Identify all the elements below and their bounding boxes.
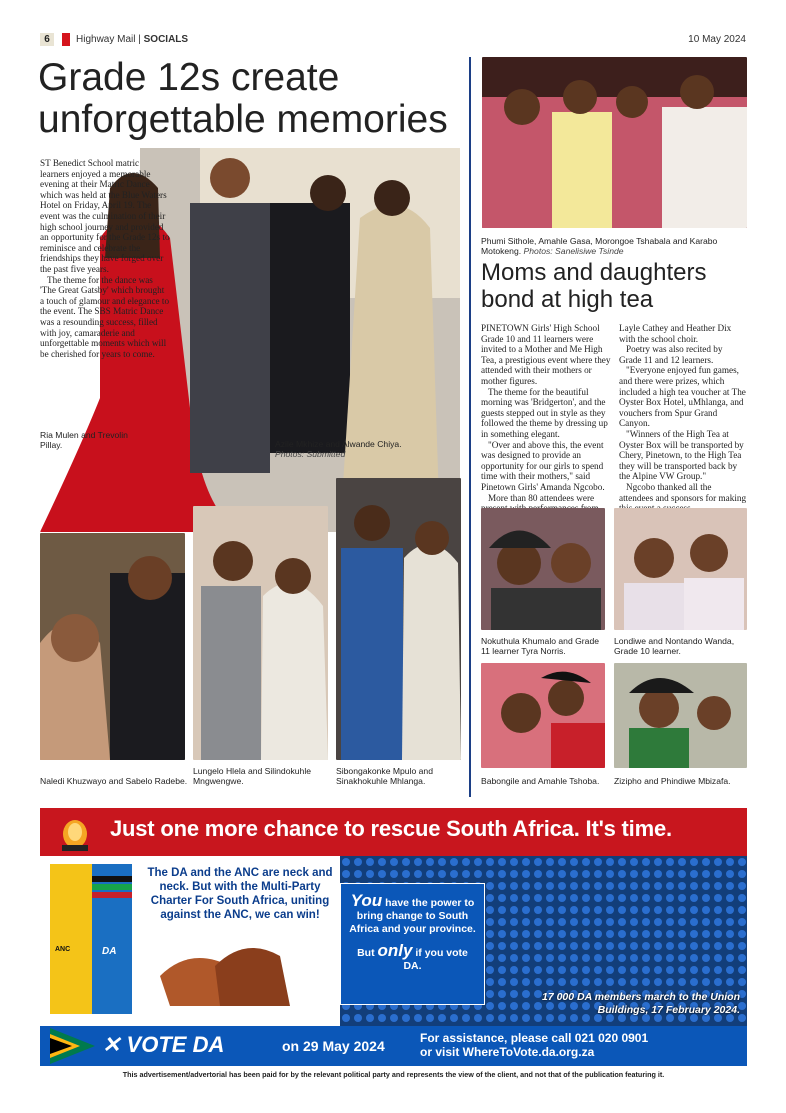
article1-paragraph: The theme for the dance was 'The Great Gatsby' which brought a touch of glamour and elegance to the event. The SBS Matric Dance was a resounding success, filled with joy, camaraderie and unforgettable moments which will be cherished for years to come.	[40, 274, 170, 359]
only-emphasis: only	[377, 941, 413, 960]
photo-londiwe-nontando	[614, 508, 747, 630]
article1-headline: Grade 12s create unforgettable memories	[38, 56, 448, 141]
vote-da-text: ✕ VOTE DA	[102, 1032, 225, 1057]
caption-naledi-sabelo: Naledi Khuzwayo and Sabelo Radebe.	[40, 776, 188, 786]
ad-box-line1	[347, 891, 478, 936]
caption-nokuthula-tyra: Nokuthula Khumalo and Grade 11 learner Tyra Norris.	[481, 636, 600, 657]
section-label: SOCIALS	[143, 34, 189, 45]
assistance-info	[420, 1031, 740, 1059]
caption-text: Phumi Sithole, Amahle Gasa, Morongoe Tshabala and Karabo Motokeng.	[481, 236, 718, 257]
caption-text: Azile Mkhize and Alwande Chiya.	[275, 439, 402, 449]
caption-azile-alwande	[275, 439, 455, 460]
da-advertisement	[40, 808, 747, 1066]
article2-paragraph: Poetry was also recited by Grade 11 and 12 learners.	[619, 344, 723, 365]
issue-date: 10 May 2024	[688, 34, 746, 45]
header-accent-bar	[62, 33, 70, 46]
ad-banner-headline: Just one more chance to rescue South Africa. It's time.	[110, 816, 672, 841]
caption-high-tea-group	[481, 236, 746, 257]
election-date: on 29 May 2024	[282, 1038, 385, 1054]
assistance-phone: For assistance, please call 021 020 0901	[420, 1031, 649, 1045]
siren-icon	[58, 814, 92, 852]
vote-word: VOTE	[126, 1032, 187, 1057]
publication-name: Highway Mail | SOCIALS	[76, 34, 189, 45]
ad-disclaimer: This advertisement/advertorial has been paid for by the relevant political party and represents the view of the client, and not that of the publication featuring it.	[122, 1070, 665, 1079]
caption-sibongakonke-sinakhokuhle: Sibongakonke Mpulo and Sinakhokuhle Mhlanga.	[336, 766, 433, 787]
sa-flag-icon	[50, 1028, 95, 1064]
anc-box-label: ANC	[55, 946, 71, 953]
caption-londiwe-nontando: Londiwe and Nontando Wanda, Grade 10 learner.	[614, 636, 735, 657]
photo-credit: Photos: Submitted	[275, 449, 346, 460]
ad-photo-caption: 17 000 DA members march to the Union Buildings, 17 February 2024.	[541, 991, 740, 1016]
article2-paragraph: Layle Cathey and Heather Dix with the school choir.	[619, 323, 732, 344]
photo-zizipho-phindiwe	[614, 663, 747, 768]
article2-paragraph: PINETOWN Girls' High School Grade 10 and 11 learners were invited to a Mother and Me High Tea, a prestigious event where they attended with their mothers or mother figures.	[481, 323, 611, 386]
da-logo: DA	[192, 1032, 225, 1057]
ad-message: The DA and the ANC are neck and neck. But with the Multi-Party Charter For South Africa, uniting against the ANC, we can win!	[147, 867, 333, 921]
ad-box-line2	[347, 941, 478, 973]
ad-box-vote-text: if you vote DA.	[403, 947, 468, 972]
photo-credit: Photos: Sanelisiwe Tsinde	[523, 246, 624, 257]
article2-paragraph: The theme for the beautiful morning was 'Bridgerton', and the guests stepped out in style as they followed the theme by dressing up in something elegant.	[481, 386, 608, 439]
ad-vote-box	[340, 883, 485, 1005]
article1-body	[40, 158, 170, 359]
photo-lungelo-silindokuhle	[193, 506, 328, 760]
you-emphasis: You	[350, 891, 383, 910]
caption-babongile-amahle: Babongile and Amahle Tshoba.	[481, 776, 600, 786]
caption-lungelo-silindokuhle: Lungelo Hlela and Silindokuhle Mngwengwe.	[193, 766, 312, 787]
article2-paragraph: Ngcobo thanked all the attendees and sponsors for making	[619, 481, 747, 503]
article2-body-col2	[619, 323, 747, 514]
photo-sibongakonke-sinakhokuhle	[336, 478, 461, 760]
caption-zizipho-phindiwe: Zizipho and Phindiwe Mbizafa.	[614, 776, 731, 786]
column-divider	[469, 57, 471, 797]
da-box-label: DA	[102, 946, 117, 957]
article2-paragraph: "Over and above this, the event was designed to provide an opportunity for our girls to spend time with their mothers," said Pinetown Girls' Amanda Ngcobo.	[481, 439, 605, 492]
publication-title: Highway Mail	[76, 34, 136, 45]
photo-high-tea-group	[482, 57, 747, 228]
photo-naledi-sabelo	[40, 533, 185, 760]
ad-box-but: But	[357, 947, 375, 959]
article2-paragraph: More than 80 attendees were	[488, 492, 595, 503]
assistance-website: or visit WhereToVote.da.org.za	[420, 1045, 595, 1059]
page-number: 6	[40, 33, 54, 46]
article2-paragraph: "Everyone enjoyed fun games, and there were prizes, which included a high tea voucher at The Oyster Box Hotel, uMhlanga, and vouchers from Spur Grand Canyon.	[619, 365, 746, 429]
photo-nokuthula-tyra	[481, 508, 605, 630]
photo-babongile-amahle	[481, 663, 605, 768]
article2-paragraph: "Winners of the High Tea at Oyster Box will be transported by Chery, Pinetown, to the High Tea they will be transported back by the Alpine VW Group."	[619, 428, 744, 482]
ad-box-power-text: have the power to bring change to South Africa and your province.	[349, 897, 476, 935]
article2-headline: Moms and daughters bond at high tea	[481, 259, 707, 313]
article1-paragraph: ST Benedict School matric learners enjoyed a memorable evening at their Matric Dance which was held at the Blue Waters Hotel on Friday, April 19. The event was the culmination of their high school journey and provided an opportunity for the Grade 12s to reminisce and celebrate the friendships they have forged over the past five years.	[40, 158, 170, 274]
article2-body-col1	[481, 323, 611, 514]
caption-ria-trevolin: Ria Mulen and Trevolin Pillay.	[40, 430, 128, 451]
